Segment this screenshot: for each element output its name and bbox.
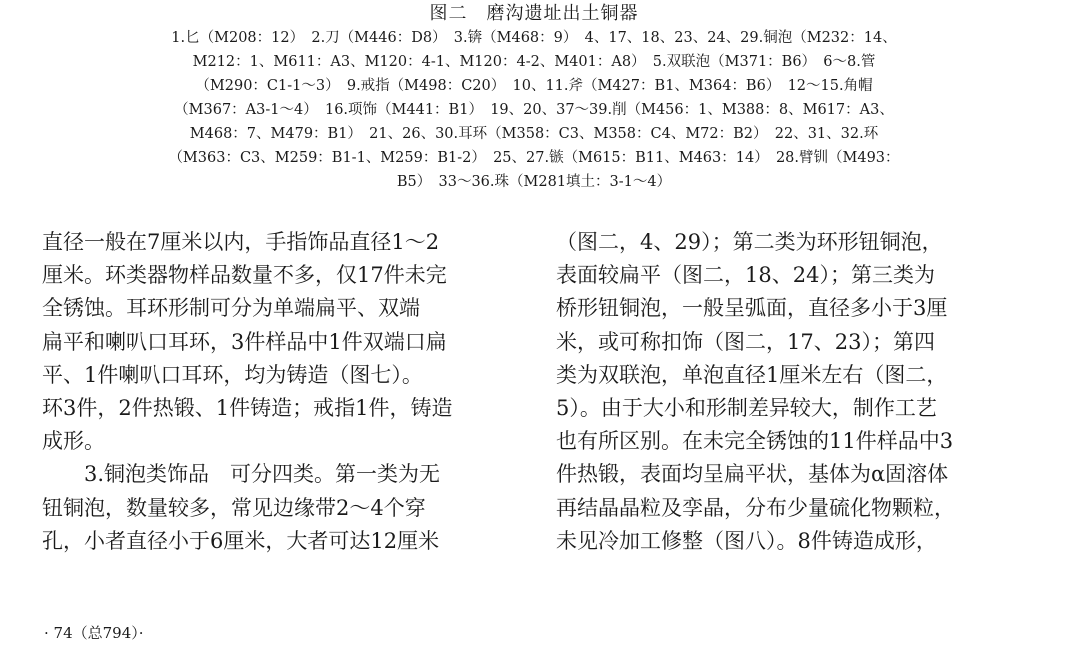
left-text-column: [42, 226, 512, 558]
caption-line: B5） 33～36.珠（M281填土：3-1～4）: [396, 174, 672, 190]
caption-line: 1.匕（M208：12） 2.刀（M446：D8） 3.锛（M468：9） 4、17、18、23、24、29.铜泡（M232：14、: [171, 30, 897, 46]
caption-line: （M363：C3、M259：B1-1、M259：B1-2） 25、27.镞（M615：B11、M463：14） 28.臂钏（M493：: [168, 150, 900, 166]
right-text-column: [556, 226, 1026, 558]
caption-line: M212：1、M611：A3、M120：4-1、M120：4-2、M401：A8） 5.双联泡（M371：B6） 6～8.管: [192, 54, 876, 70]
body-line: 再结晶晶粒及孪晶，分布少量硫化物颗粒，: [556, 495, 955, 520]
figure-caption: [0, 0, 1068, 194]
body-line: 成形。: [42, 429, 105, 454]
body-line: 米，或可称扣饰（图二，17、23）；第四: [556, 329, 935, 354]
section-heading-line: 3.铜泡类饰品 可分四类。第一类为无: [84, 462, 441, 487]
body-line: 未见冷加工修整（图八）。8件铸造成形，: [556, 528, 937, 553]
body-line: 5）。由于大小和形制差异较大，制作工艺: [556, 395, 937, 420]
page-number: · 74（总794）·: [44, 624, 144, 642]
body-line: 平、1件喇叭口耳环，均为铸造（图七）。: [42, 362, 423, 387]
figure-title: 图二 磨沟遗址出土铜器: [429, 3, 639, 24]
body-line: 孔，小者直径小于6厘米，大者可达12厘米: [42, 528, 440, 553]
caption-line: M468：7、M479：B1） 21、26、30.耳环（M358：C3、M358：C4、M72：B2） 22、31、32.环: [189, 126, 879, 142]
body-line: 也有所区别。在未完全锈蚀的11件样品中3: [556, 429, 954, 454]
caption-line: （M290：C1-1～3） 9.戒指（M498：C20） 10、11.斧（M427：B1、M364：B6） 12～15.角帽: [195, 78, 873, 94]
body-line: 件热锻，表面均呈扁平状，基体为α固溶体: [556, 462, 949, 487]
body-line: （图二，4、29）；第二类为环形钮铜泡，: [556, 230, 943, 254]
body-line: 钮铜泡，数量较多，常见边缘带2～4个穿: [42, 495, 426, 520]
body-line: 表面较扁平（图二，18、24）；第三类为: [556, 263, 935, 288]
body-line: 环3件，2件热锻、1件铸造；戒指1件，铸造: [42, 395, 453, 420]
caption-line: （M367：A3-1～4） 16.项饰（M441：B1） 19、20、37～39.削（M456：1、M388：8、M617：A3、: [174, 102, 894, 118]
body-line: 全锈蚀。耳环形制可分为单端扁平、双端: [42, 296, 420, 321]
body-line: 扁平和喇叭口耳环，3件样品中1件双端口扁: [42, 329, 447, 354]
body-line: 直径一般在7厘米以内，手指饰品直径1～2: [42, 230, 440, 254]
body-line: 类为双联泡，单泡直径1厘米左右（图二，: [556, 362, 948, 387]
body-line: 厘米。环类器物样品数量不多，仅17件未完: [42, 263, 447, 288]
body-line: 桥形钮铜泡，一般呈弧面，直径多小于3厘: [556, 296, 948, 321]
